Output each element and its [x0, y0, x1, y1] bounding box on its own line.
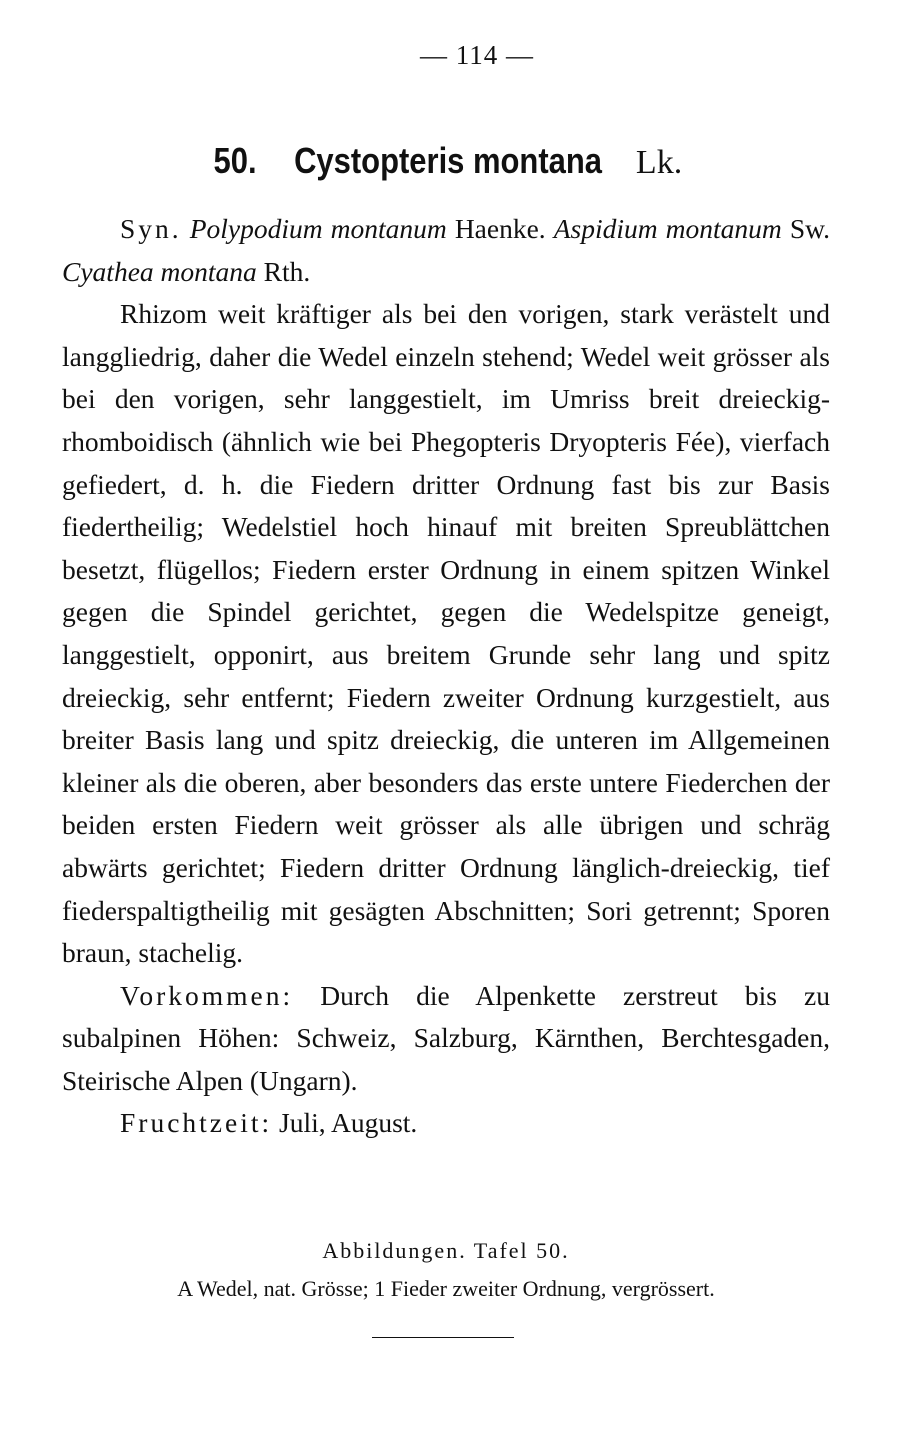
text-body	[62, 208, 830, 1145]
occurrence-paragraph	[62, 975, 830, 1103]
species-name: Cystopteris montana	[293, 140, 602, 181]
page-number: — 114 —	[420, 40, 534, 70]
fruiting-text: Juli, August.	[279, 1107, 418, 1139]
figures-heading: Abbildungen. Tafel 50.	[322, 1238, 570, 1263]
synonym-author: Sw.	[789, 213, 831, 244]
fruiting-label: Fruchtzeit:	[120, 1107, 273, 1139]
synonym-name: Cyathea montana	[62, 255, 257, 287]
synonym-name: Aspidium montanum	[553, 213, 782, 244]
species-number: 50.	[213, 140, 257, 181]
synonyms-paragraph	[62, 208, 830, 293]
synonym-author: Haenke.	[454, 213, 546, 244]
occurrence-label: Vorkommen:	[120, 979, 294, 1011]
synonym-name: Polypodium montanum	[189, 213, 447, 244]
species-author: Lk.	[635, 144, 683, 181]
synonyms-label: Syn.	[120, 213, 182, 244]
species-title	[62, 140, 830, 182]
fruiting-paragraph	[62, 1102, 830, 1145]
end-rule	[372, 1337, 514, 1338]
synonym-author: Rth.	[263, 255, 311, 287]
occurrence-text: Durch die Alpenkette zerstreut bis zu subalpinen Höhen: Schweiz, Salzburg, Kärnthen, Berchtesgaden, Steirische Alpen (Ungarn).	[62, 979, 830, 1096]
figures-caption: A Wedel, nat. Grösse; 1 Fieder zweiter Ordnung, vergrössert.	[177, 1276, 715, 1301]
description-paragraph: Rhizom weit kräftiger als bei den vorigen, stark verästelt und langgliedrig, daher die Wedel einzeln stehend; Wedel weit grösser als bei den vorigen, sehr langgestielt, im Umriss breit dreieckig-rhomboidisch (ähnlich wie bei Phegopteris Dryopteris Fée), vierfach gefiedert, d. h. die Fiedern dritter Ordnung fast bis zur Basis fiedertheilig; Wedelstiel hoch hinauf mit breiten Spreublättchen besetzt, flügellos; Fiedern erster Ordnung in einem spitzen Winkel gegen die Spindel gerichtet, gegen die Wedelspitze geneigt, langgestielt, opponirt, aus breitem Grunde sehr lang und spitz dreieckig, sehr entfernt; Fiedern zweiter Ordnung kurzgestielt, aus breiter Basis lang und spitz dreieckig, die unteren im Allgemeinen kleiner als die oberen, aber besonders das erste untere Fiederchen der beiden ersten Fiedern weit grösser als alle übrigen und schräg abwärts gerichtet; Fiedern dritter Ordnung länglich-dreieckig, tief fiederspaltigtheilig mit gesägten Abschnitten; Sori getrennt; Sporen braun, stachelig.	[62, 298, 830, 969]
